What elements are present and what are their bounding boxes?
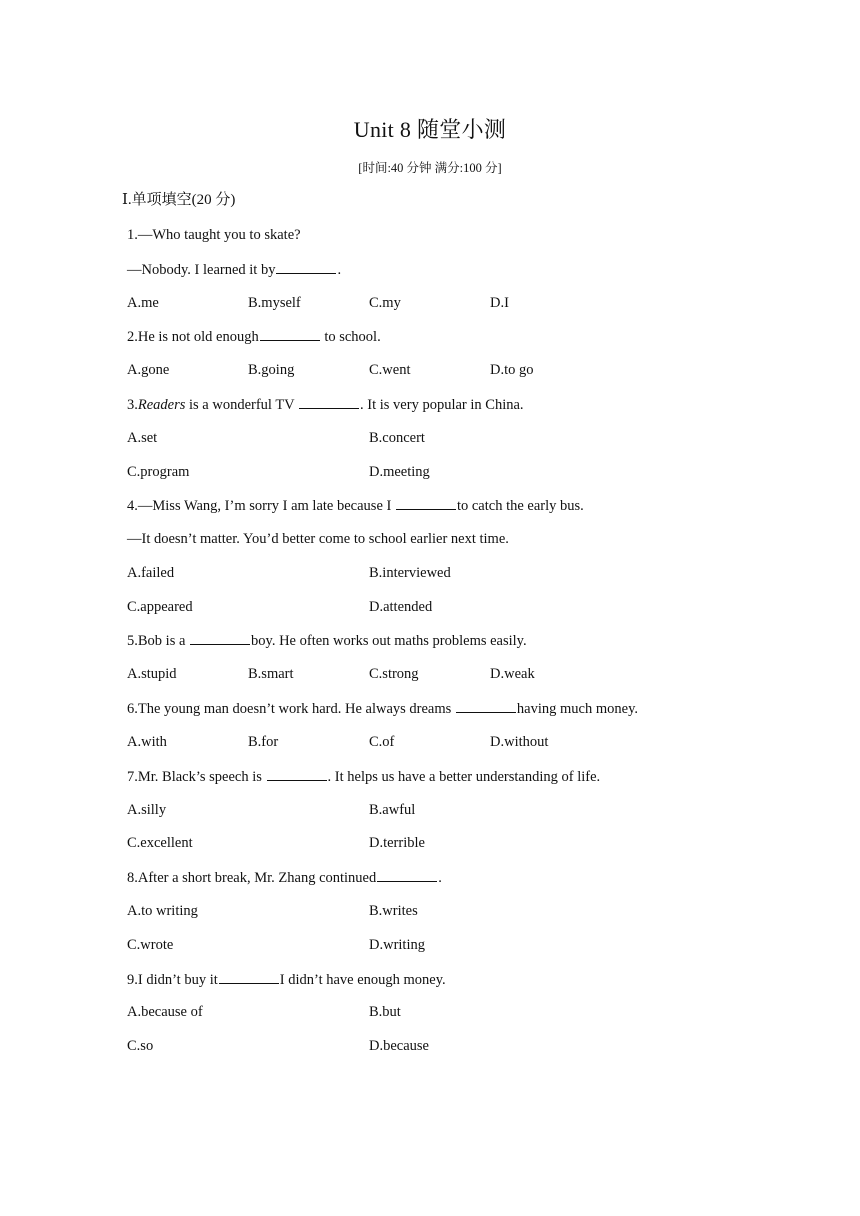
question-1-text-pre: —Nobody. I learned it by — [127, 262, 276, 278]
question-2-text-pre: 2.He is not old enough — [127, 329, 259, 345]
question-5-option-a: A.stupid — [127, 666, 177, 682]
answer-blank — [377, 868, 437, 882]
question-3-text-post: . It is very popular in China. — [360, 397, 524, 413]
question-6-text-post: having much money. — [516, 701, 638, 717]
question-3-option-d: D.meeting — [369, 464, 430, 480]
question-1-option-c: C.my — [369, 295, 401, 311]
question-1-option-a: A.me — [127, 295, 159, 311]
answer-blank — [276, 260, 336, 274]
question-7-option-b: B.awful — [369, 802, 416, 818]
question-8-text-pre: 8.After a short break, Mr. Zhang continued — [127, 870, 377, 886]
page-title: Unit 8 随堂小测 — [353, 117, 507, 142]
question-1-line-2 — [127, 260, 341, 279]
question-8-text-post: . — [438, 870, 442, 886]
question-2-option-c: C.went — [369, 362, 411, 378]
question-9-option-c: C.so — [127, 1038, 154, 1054]
answer-blank — [299, 395, 359, 409]
question-4-option-a: A.failed — [127, 565, 175, 581]
question-9-option-a: A.because of — [127, 1004, 203, 1020]
question-5-option-b: B.smart — [248, 666, 294, 682]
question-8-option-c: C.wrote — [127, 937, 174, 953]
question-6-option-a: A.with — [127, 734, 167, 750]
question-7-option-c: C.excellent — [127, 835, 193, 851]
question-4-line-2: —It doesn’t matter. You’d better come to school earlier next time. — [127, 531, 509, 547]
answer-blank — [190, 631, 250, 645]
question-9-text-pre: 9.I didn’t buy it — [127, 972, 218, 988]
question-2 — [127, 327, 381, 346]
question-2-option-a: A.gone — [127, 362, 170, 378]
question-7-text-pre: 7.Mr. Black’s speech is — [127, 769, 266, 785]
question-4-option-b: B.interviewed — [369, 565, 451, 581]
question-5-text-pre: 5.Bob is a — [127, 633, 190, 649]
question-6-option-c: C.of — [369, 734, 395, 750]
question-6-option-d: D.without — [490, 734, 549, 750]
question-3 — [127, 395, 524, 414]
question-6 — [127, 699, 638, 718]
question-3-option-c: C.program — [127, 464, 190, 480]
question-7-text-post: . It helps us have a better understanding of life. — [327, 769, 601, 785]
question-1-option-b: B.myself — [248, 295, 301, 311]
question-1-text-post: . — [337, 262, 342, 278]
question-7-option-d: D.terrible — [369, 835, 425, 851]
question-4-option-d: D.attended — [369, 599, 433, 615]
question-8-option-a: A.to writing — [127, 903, 198, 919]
question-5-text-post: boy. He often works out maths problems easily. — [251, 633, 527, 649]
question-9 — [127, 970, 446, 989]
question-4-line-1 — [127, 496, 584, 515]
question-5-option-d: D.weak — [490, 666, 535, 682]
question-4-text-pre: 4.—Miss Wang, I’m sorry I am late because I — [127, 498, 395, 514]
question-8-option-b: B.writes — [369, 903, 418, 919]
section-heading: Ⅰ.单项填空(20 分) — [122, 192, 236, 208]
answer-blank — [456, 699, 516, 713]
question-5 — [127, 631, 527, 650]
question-5-option-c: C.strong — [369, 666, 419, 682]
question-3-number: 3. — [127, 397, 138, 413]
question-9-option-b: B.but — [369, 1004, 401, 1020]
question-3-option-b: B.concert — [369, 430, 425, 446]
question-3-option-a: A.set — [127, 430, 158, 446]
question-7 — [127, 767, 600, 786]
question-9-option-d: D.because — [369, 1038, 429, 1054]
answer-blank — [267, 767, 327, 781]
question-9-text-post: I didn’t have enough money. — [279, 972, 446, 988]
question-4-text-post: to catch the early bus. — [456, 498, 584, 514]
page-subtitle: [时间:40 分钟 满分:100 分] — [358, 161, 502, 175]
question-3-italic-title: Readers — [137, 397, 186, 413]
question-3-text-pre: is a wonderful TV — [185, 397, 299, 413]
question-1-line-1: 1.—Who taught you to skate? — [127, 227, 301, 243]
question-8 — [127, 868, 442, 887]
question-2-option-d: D.to go — [490, 362, 534, 378]
answer-blank — [396, 496, 456, 510]
question-6-text-pre: 6.The young man doesn’t work hard. He always dreams — [127, 701, 455, 717]
question-6-option-b: B.for — [248, 734, 279, 750]
question-8-option-d: D.writing — [369, 937, 425, 953]
answer-blank — [260, 327, 320, 341]
question-2-option-b: B.going — [248, 362, 295, 378]
question-1-option-d: D.I — [490, 295, 509, 311]
question-4-option-c: C.appeared — [127, 599, 193, 615]
question-2-text-post: to school. — [320, 329, 381, 345]
answer-blank — [219, 970, 279, 984]
question-7-option-a: A.silly — [127, 802, 167, 818]
